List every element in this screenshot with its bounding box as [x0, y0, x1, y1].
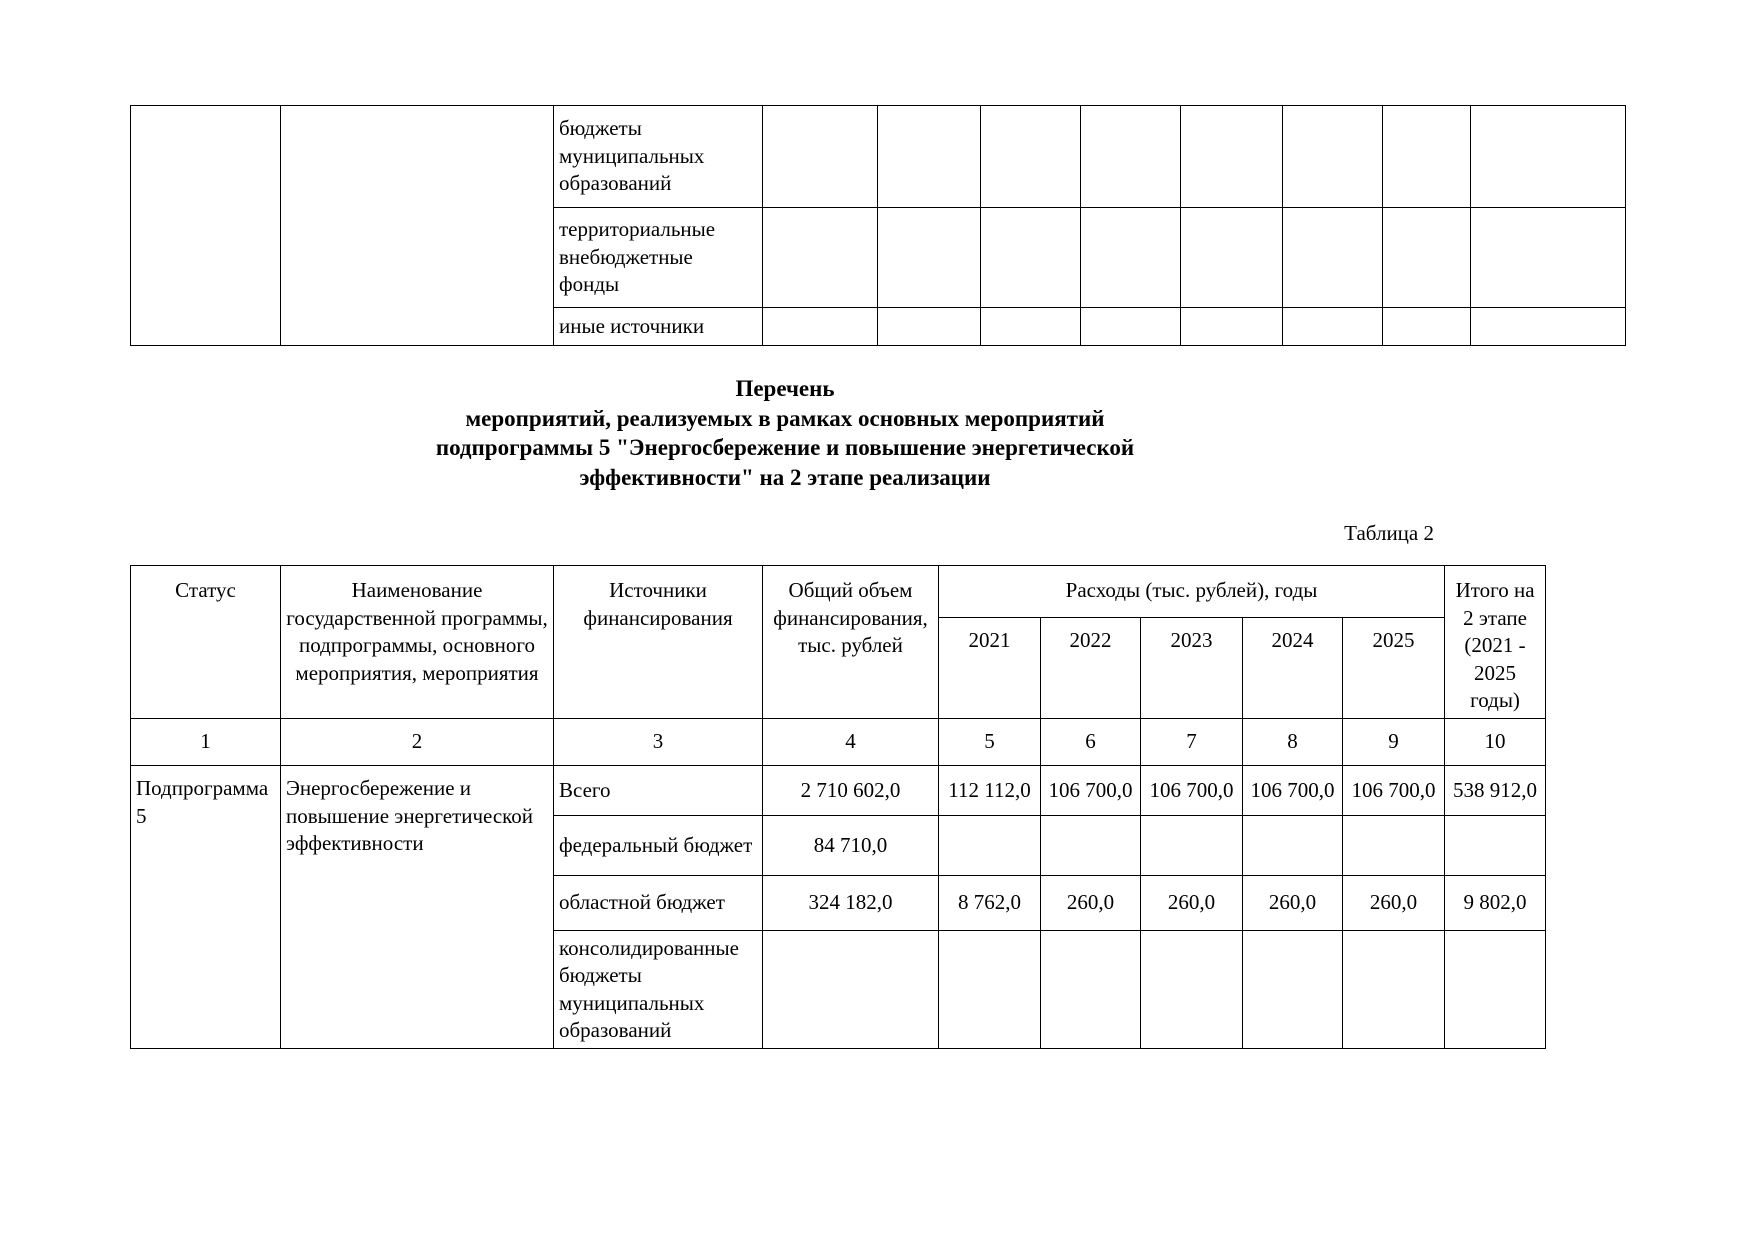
empty-cell	[1181, 208, 1283, 308]
empty-cell	[1471, 308, 1626, 346]
column-number: 9	[1343, 719, 1445, 766]
empty-cell	[878, 308, 981, 346]
column-number: 5	[939, 719, 1041, 766]
funding-source-cell: областной бюджет	[554, 876, 763, 931]
header-funding-sources: Источники финансирования	[554, 566, 763, 719]
table-label: Таблица 2	[1344, 521, 1434, 545]
empty-cell	[1283, 308, 1383, 346]
empty-cell	[1283, 208, 1383, 308]
main-table-header-row-1	[131, 566, 1546, 618]
header-year-2021: 2021	[939, 618, 1041, 719]
column-number: 4	[763, 719, 939, 766]
data-row-total	[131, 766, 1546, 816]
header-stage-total: Итого на 2 этапе (2021 - 2025 годы)	[1445, 566, 1546, 719]
funding-source-cell: бюджеты муниципальных образований	[554, 106, 763, 208]
column-number: 2	[281, 719, 554, 766]
column-number-row	[131, 719, 1546, 766]
value-2023-cell: 260,0	[1141, 876, 1243, 931]
empty-cell	[1081, 106, 1181, 208]
empty-cell	[981, 208, 1081, 308]
funding-source-cell: консолидированные бюджеты муниципальных образований	[554, 931, 763, 1049]
title-line-4: эффективности" на 2 этапе реализации	[579, 464, 991, 490]
empty-cell	[939, 816, 1041, 876]
column-number: 1	[131, 719, 281, 766]
header-year-2022: 2022	[1041, 618, 1141, 719]
empty-cell	[939, 931, 1041, 1049]
empty-cell	[1445, 931, 1546, 1049]
empty-cell	[281, 106, 554, 346]
total-volume-cell: 324 182,0	[763, 876, 939, 931]
title-line-3: подпрограммы 5 "Энергосбережение и повышение энергетической	[435, 435, 1135, 460]
value-2021-cell: 8 762,0	[939, 876, 1041, 931]
empty-cell	[763, 208, 878, 308]
value-2023-cell: 106 700,0	[1141, 766, 1243, 816]
funding-source-cell: Всего	[554, 766, 763, 816]
stage-total-cell: 9 802,0	[1445, 876, 1546, 931]
header-expenses-by-year: Расходы (тыс. рублей), годы	[939, 566, 1445, 618]
value-2024-cell: 106 700,0	[1243, 766, 1343, 816]
program-name-cell: Энергосбережение и повышение энергетической эффективности	[281, 766, 554, 1049]
value-2025-cell: 260,0	[1343, 876, 1445, 931]
empty-cell	[878, 106, 981, 208]
funding-source-cell: территориальные внебюджетные фонды	[554, 208, 763, 308]
value-2021-cell: 112 112,0	[939, 766, 1041, 816]
value-2022-cell: 106 700,0	[1041, 766, 1141, 816]
column-number: 7	[1141, 719, 1243, 766]
empty-cell	[763, 106, 878, 208]
header-year-2025: 2025	[1343, 618, 1445, 719]
empty-cell	[1081, 208, 1181, 308]
empty-cell	[1471, 208, 1626, 308]
empty-cell	[1471, 106, 1626, 208]
total-volume-cell: 2 710 602,0	[763, 766, 939, 816]
status-cell: Подпрограмма 5	[131, 766, 281, 1049]
empty-cell	[1383, 106, 1471, 208]
value-2025-cell: 106 700,0	[1343, 766, 1445, 816]
section-title	[130, 374, 1440, 492]
empty-cell	[131, 106, 281, 346]
empty-cell	[763, 308, 878, 346]
funding-source-cell: федеральный бюджет	[554, 816, 763, 876]
empty-cell	[1041, 816, 1141, 876]
column-number: 8	[1243, 719, 1343, 766]
stage-total-cell: 538 912,0	[1445, 766, 1546, 816]
funding-source-cell: иные источники	[554, 308, 763, 346]
empty-cell	[1141, 816, 1243, 876]
header-program-name: Наименование государственной программы, подпрограммы, основного мероприятия, мероприятия	[281, 566, 554, 719]
empty-cell	[1383, 308, 1471, 346]
title-line-1: Перечень	[735, 376, 835, 401]
empty-cell	[1383, 208, 1471, 308]
empty-cell	[1343, 931, 1445, 1049]
empty-cell	[981, 308, 1081, 346]
column-number: 3	[554, 719, 763, 766]
empty-cell	[1181, 308, 1283, 346]
value-2022-cell: 260,0	[1041, 876, 1141, 931]
main-table	[130, 565, 1546, 1049]
header-total-volume: Общий объем финансирования, тыс. рублей	[763, 566, 939, 719]
header-year-2024: 2024	[1243, 618, 1343, 719]
total-volume-cell: 84 710,0	[763, 816, 939, 876]
value-2024-cell: 260,0	[1243, 876, 1343, 931]
empty-cell	[1181, 106, 1283, 208]
empty-cell	[878, 208, 981, 308]
empty-cell	[1283, 106, 1383, 208]
empty-cell	[1343, 816, 1445, 876]
empty-cell	[1445, 816, 1546, 876]
empty-cell	[763, 931, 939, 1049]
empty-cell	[1243, 816, 1343, 876]
empty-cell	[981, 106, 1081, 208]
empty-cell	[1243, 931, 1343, 1049]
header-year-2023: 2023	[1141, 618, 1243, 719]
empty-cell	[1081, 308, 1181, 346]
column-number: 10	[1445, 719, 1546, 766]
title-line-2: мероприятий, реализуемых в рамках основных мероприятий	[465, 405, 1105, 431]
header-status: Статус	[131, 566, 281, 719]
top-table-row	[131, 106, 1626, 208]
empty-cell	[1041, 931, 1141, 1049]
top-table	[130, 105, 1626, 346]
column-number: 6	[1041, 719, 1141, 766]
empty-cell	[1141, 931, 1243, 1049]
